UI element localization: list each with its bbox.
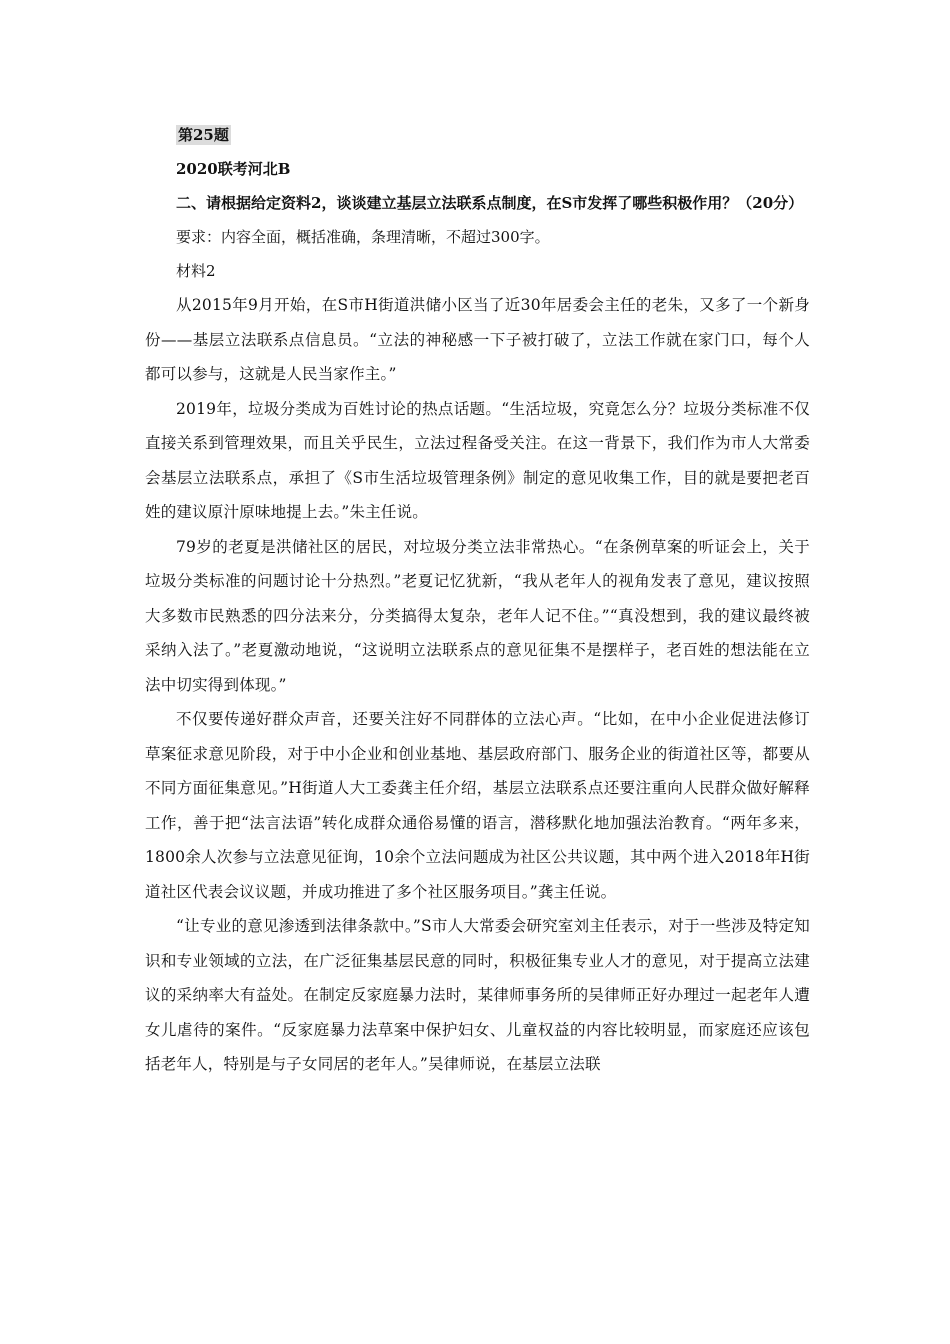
question-number <box>145 118 810 152</box>
exam-name: 2020联考河北B <box>176 160 291 178</box>
document-content <box>145 118 810 1082</box>
paragraph: 不仅要传递好群众声音，还要关注好不同群体的立法心声。“比如，在中小企业促进法修订草案征求意见阶段，对于中小企业和创业基地、基层政府部门、服务企业的街道社区等，都要从不同方面征集意见。”H街道人大工委龚主任介绍，基层立法联系点还要注重向人民群众做好解释工作，善于把“法言法语”转化成群众通俗易懂的语言，潜移默化地加强法治教育。“两年多来，1800余人次参与立法意见征询，10余个立法问题成为社区公共议题，其中两个进入2018年H街道社区代表会议议题，并成功推进了多个社区服务项目。”龚主任说。 <box>145 710 810 901</box>
paragraph: 79岁的老夏是洪储社区的居民，对垃圾分类立法非常热心。“在条例草案的听证会上，关于垃圾分类标准的问题讨论十分热烈。”老夏记忆犹新，“我从老年人的视角发表了意见，建议按照大多数市民熟悉的四分法来分，分类搞得太复杂，老年人记不住。”“真没想到，我的建议最终被采纳入法了。”老夏激动地说，“这说明立法联系点的意见征集不是摆样子，老百姓的想法能在立法中切实得到体现。” <box>145 537 810 694</box>
material-title: 材料2 <box>176 262 216 280</box>
paragraph: 从2015年9月开始，在S市H街道洪储小区当了近30年居委会主任的老朱，又多了一个新身份——基层立法联系点信息员。“立法的神秘感一下子被打破了，立法工作就在家门口，每个人都可以参与，这就是人民当家作主。” <box>145 296 810 383</box>
requirement-text: 要求：内容全面，概括准确，条理清晰，不超过300字。 <box>176 228 550 246</box>
paragraph: “让专业的意见渗透到法律条款中。”S市人大常委会研究室刘主任表示，对于一些涉及特定知识和专业领域的立法，在广泛征集基层民意的同时，积极征集专业人才的意见，对于提高立法建议的采纳率大有益处。在制定反家庭暴力法时，某律师事务所的吴律师正好办理过一起老年人遭女儿虐待的案件。“反家庭暴力法草案中保护妇女、儿童权益的内容比较明显，而家庭还应该包括老年人，特别是与子女同居的老年人。”吴律师说，在基层立法联 <box>145 917 810 1073</box>
question-text: 二、请根据给定资料2，谈谈建立基层立法联系点制度，在S市发挥了哪些积极作用？（20分） <box>176 194 804 212</box>
paragraph: 2019年，垃圾分类成为百姓讨论的热点话题。“生活垃圾，究竟怎么分？垃圾分类标准不仅直接关系到管理效果，而且关乎民生，立法过程备受关注。在这一背景下，我们作为市人大常委会基层立法联系点，承担了《S市生活垃圾管理条例》制定的意见收集工作，目的就是要把老百姓的建议原汁原味地提上去。”朱主任说。 <box>145 399 810 521</box>
question-number-text: 第25题 <box>178 126 229 144</box>
